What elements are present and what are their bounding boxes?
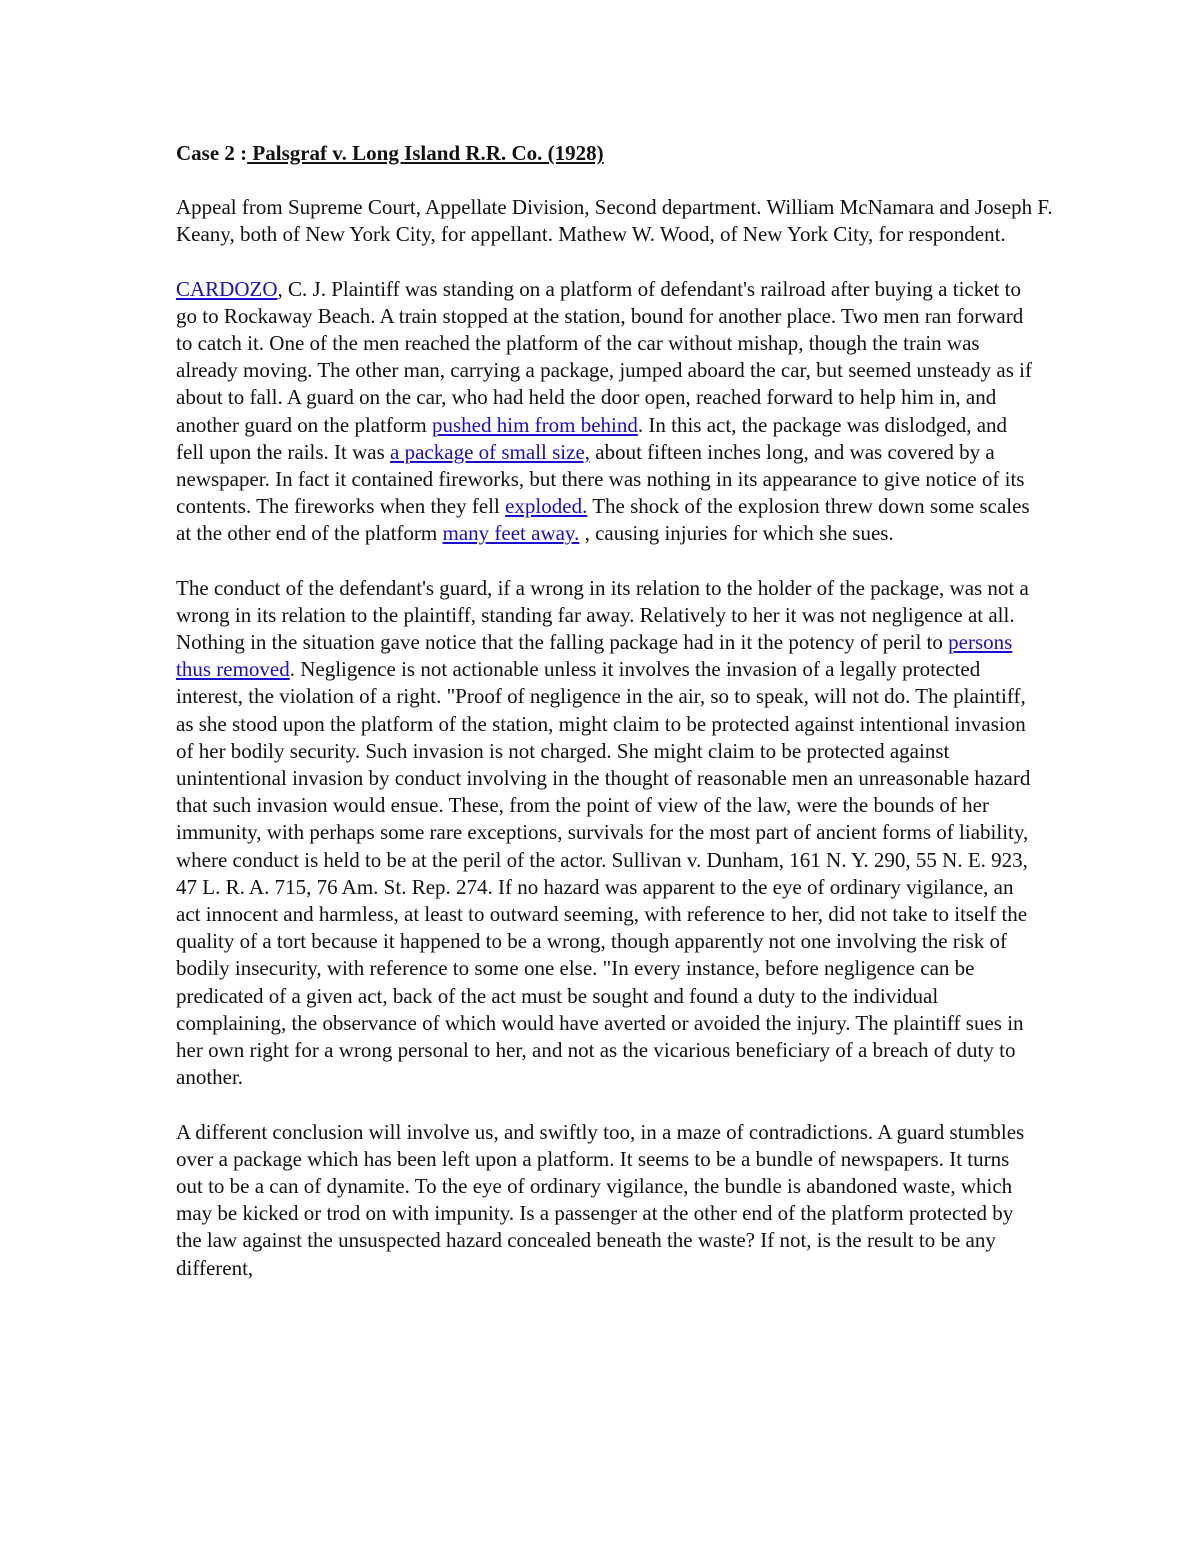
facts-text-5: , causing injuries for which she sues. — [579, 521, 894, 546]
cardozo-link[interactable]: CARDOZO — [176, 276, 278, 301]
pushed-him-link[interactable]: pushed him from behind — [432, 412, 638, 437]
facts-text-1: , C. J. Plaintiff was standing on a platform of defendant's railroad after buying a ticket to go to Rockaway Beach. A train stopped at the station, bound for another place. Two men ran forward to catch it. One of the men reached the platform of the car without mishap, though the train was already moving. The other man, carrying a package, jumped aboard the car, but seemed unsteady as if about to fall. A guard on the car, who had held the door open, reached forward to help him in, and another guard on the platform — [176, 276, 1032, 437]
document-page — [176, 140, 1176, 1309]
facts-text-4: The shock of the explosion threw down some scales at the other end of the platform — [176, 494, 1030, 546]
persons-thus-removed-link[interactable]: persons thus removed — [176, 630, 1013, 682]
appeal-line-2: Keany, both of New York City, for appellant. Mathew W. Wood, of New York City, for respondent. — [176, 222, 1006, 247]
facts-text-3: about fifteen inches long, and was covered by a newspaper. In fact it contained fireworks, but there was nothing in its appearance to give notice of its contents. The fireworks when they fell — [176, 439, 1025, 519]
facts-text-2: . In this act, the package was dislodged, and fell upon the rails. It was — [176, 412, 1008, 464]
case-number: Case 2 : — [176, 141, 248, 165]
facts-paragraph — [176, 276, 1036, 548]
conclusion-paragraph — [176, 1119, 1036, 1282]
negligence-paragraph — [176, 575, 1036, 1092]
exploded-link[interactable]: exploded. — [505, 494, 588, 519]
case-title: Palsgraf v. Long Island R.R. Co. (1928) — [247, 141, 604, 165]
conclusion-text: A different conclusion will involve us, and swiftly too, in a maze of contradictions. A guard stumbles over a package which has been left upon a platform. It seems to be a bundle of newspapers. It turns out to be a can of dynamite. To the eye of ordinary vigilance, the bundle is abandoned waste, which may be kicked or trod on with impunity. Is a passenger at the other end of the platform protected by the law against the unsuspected hazard concealed beneath the waste? If not, is the result to be any different, — [176, 1119, 1025, 1280]
package-small-size-link[interactable]: a package of small size, — [390, 439, 591, 464]
negligence-text-2: . Negligence is not actionable unless it involves the invasion of a legally protected interest, the violation of a right. "Proof of negligence in the air, so to speak, will not do. The plaintiff, as she stood upon the platform of the station, might claim to be protected against intentional invasion of her bodily security. Such invasion is not charged. She might claim to be protected against unintentional invasion by conduct involving in the thought of reasonable men an unreasonable hazard that such invasion would ensue. These, from the point of view of the law, were the bounds of her immunity, with perhaps some rare exceptions, survivals for the most part of ancient forms of liability, where conduct is held to be at the peril of the actor. Sullivan v. Dunham, 161 N. Y. 290, 55 N. E. 923, 47 L. R. A. 715, 76 Am. St. Rep. 274. If no hazard was apparent to the eye of ordinary vigilance, an act innocent and harmless, at least to outward seeming, with reference to her, did not take to itself the quality of a tort because it happened to be a wrong, though apparently not one involving the risk of bodily insecurity, with reference to some one else. "In every instance, before negligence can be predicated of a given act, back of the act must be sought and found a duty to the individual complaining, the observance of which would have averted or avoided the injury. The plaintiff sues in her own right for a wrong personal to her, and not as the vicarious beneficiary of a breach of duty to another. — [176, 657, 1031, 1090]
many-feet-away-link[interactable]: many feet away. — [442, 521, 580, 546]
appeal-line-1: Appeal from Supreme Court, Appellate Division, Second department. William McNamara and Joseph F. — [176, 195, 1053, 220]
case-heading — [176, 140, 1176, 167]
negligence-text-1: The conduct of the defendant's guard, if a wrong in its relation to the holder of the package, was not a wrong in its relation to the plaintiff, standing far away. Relatively to her it was not negligence at all. Nothing in the situation gave notice that the falling package had in it the potency of peril to — [176, 575, 1029, 655]
appeal-paragraph — [176, 194, 1176, 248]
